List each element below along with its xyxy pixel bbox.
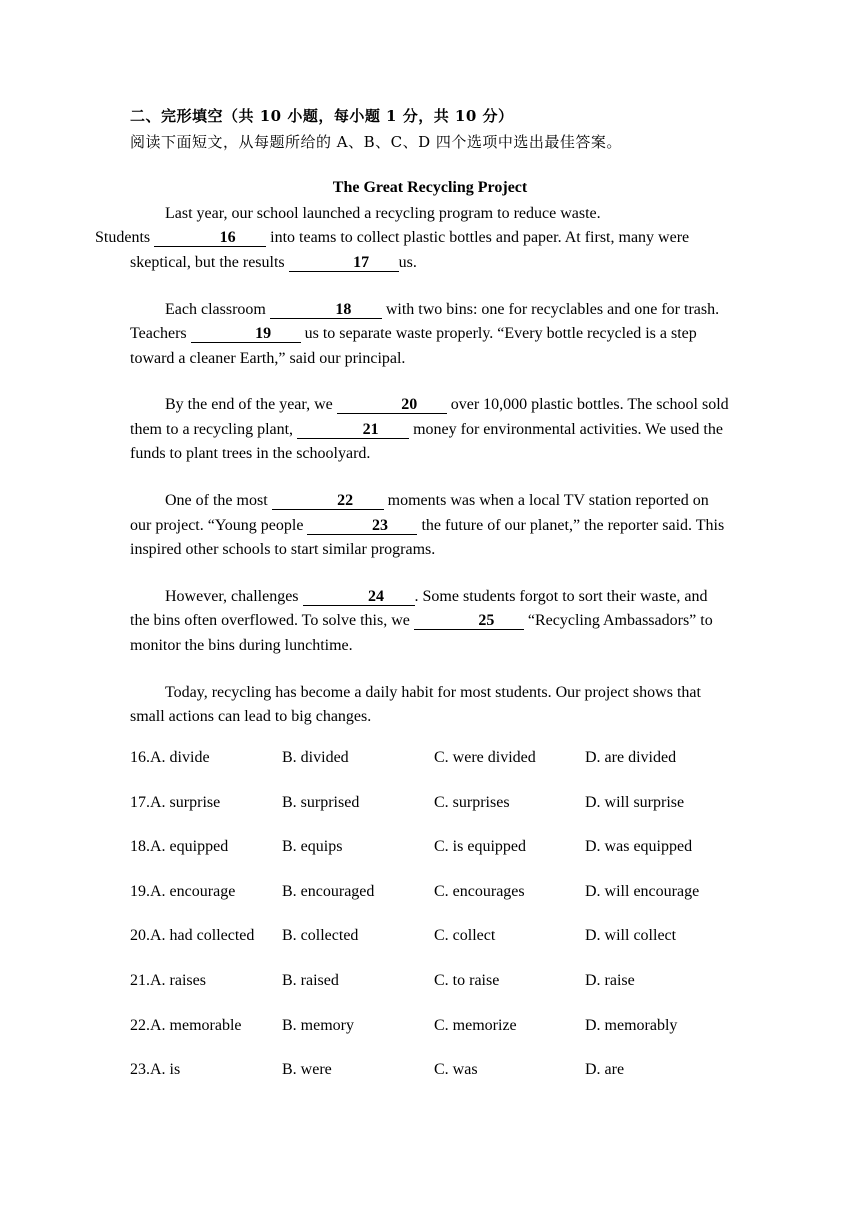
option: D. memorably — [585, 1016, 678, 1034]
paragraph-text: money for environmental activities. We used the funds to plant trees in the schoolyard. — [130, 420, 723, 463]
blank-19: 19 — [191, 325, 301, 343]
blank-17: 17 — [289, 254, 399, 272]
paragraph-3 — [130, 393, 730, 466]
option: 19.A. encourage — [130, 882, 236, 900]
option: B. divided — [282, 749, 349, 766]
option: B. surprised — [282, 793, 360, 811]
option: B. memory — [282, 1016, 354, 1034]
option: B. encouraged — [282, 882, 375, 900]
option: D. raise — [585, 971, 635, 989]
option: 17.A. surprise — [130, 793, 221, 811]
option: 20.A. had collected — [130, 927, 255, 945]
option: D. will surprise — [585, 793, 685, 811]
option: 21.A. raises — [130, 971, 206, 989]
option: 18.A. equipped — [130, 838, 229, 856]
paragraph-text: us to separate waste properly. “Every bottle recycled is a step toward a cleaner Earth,” said our principal. — [130, 325, 697, 367]
option: B. were — [282, 1061, 332, 1079]
section-title: 二、完形填空（共 10 小题，每小题 1 分，共 10 分） — [130, 107, 514, 125]
option: 16.A. divide — [130, 749, 210, 766]
blank-25: 25 — [414, 612, 524, 630]
paragraph-4 — [130, 489, 730, 562]
option: C. collect — [434, 927, 496, 945]
paragraph-text: moments was when a local TV station reported on our project. “Young people — [130, 492, 709, 534]
paragraph-text: us. — [398, 253, 417, 271]
blank-23: 23 — [307, 517, 417, 535]
paragraph-text: One of the most — [165, 492, 268, 510]
option: C. is equipped — [434, 838, 526, 856]
option: D. will encourage — [585, 882, 700, 900]
option: C. were divided — [434, 749, 536, 766]
blank-22: 22 — [272, 492, 384, 510]
paragraph-text: over 10,000 plastic bottles. The school sold them to a recycling plant, — [130, 396, 729, 438]
paragraph-5 — [130, 585, 730, 658]
option: B. collected — [282, 927, 359, 945]
paragraph-text: However, challenges — [165, 587, 299, 605]
paragraph-text: into teams to collect plastic bottles and paper. At first, many were skeptical, but the results — [130, 229, 690, 271]
blank-24: 24 — [303, 588, 415, 606]
paragraph-6 — [130, 681, 730, 730]
option: C. memorize — [434, 1016, 517, 1034]
paragraph-text: “Recycling Ambassadors” to monitor the bins during lunchtime. — [130, 612, 713, 654]
option: C. encourages — [434, 882, 525, 900]
option: B. equips — [282, 838, 343, 856]
blank-21: 21 — [297, 421, 409, 439]
option: C. surprises — [434, 793, 510, 811]
blank-20: 20 — [337, 396, 447, 414]
option: 22.A. memorable — [130, 1016, 242, 1034]
paragraph-text: the future of our planet,” the reporter said. This inspired other schools to start similar programs. — [130, 516, 725, 558]
option: 23.A. is — [130, 1061, 181, 1079]
section-instructions: 阅读下面短文，从每题所给的 A、B、C、D 四个选项中选出最佳答案。 — [130, 133, 622, 151]
paragraph-text: Each classroom — [165, 300, 266, 318]
paragraph-text: with two bins: one for recyclables and one for trash. Teachers — [130, 300, 720, 343]
paragraph-text: Students — [95, 229, 151, 247]
option: D. will collect — [585, 927, 677, 945]
paragraph-text: . Some students forgot to sort their waste, and the bins often overflowed. To solve this, we — [130, 587, 708, 630]
paragraph-2 — [130, 298, 730, 371]
paragraph-1 — [95, 202, 730, 275]
option: B. raised — [282, 971, 339, 989]
blank-18: 18 — [270, 301, 382, 319]
paragraph-text: By the end of the year, we — [165, 396, 333, 414]
passage — [95, 202, 730, 752]
option: D. are divided — [585, 749, 677, 766]
paragraph-text: Today, recycling has become a daily habit for most students. Our project shows that small actions can lead to big changes. — [130, 683, 701, 725]
paragraph-text: Last year, our school launched a recycling program to reduce waste. — [165, 205, 601, 222]
option: D. are — [585, 1061, 625, 1079]
option: C. was — [434, 1061, 478, 1079]
option: C. to raise — [434, 971, 500, 989]
blank-16: 16 — [154, 229, 266, 247]
option: D. was equipped — [585, 838, 693, 856]
passage-title: The Great Recycling Project — [332, 179, 528, 196]
